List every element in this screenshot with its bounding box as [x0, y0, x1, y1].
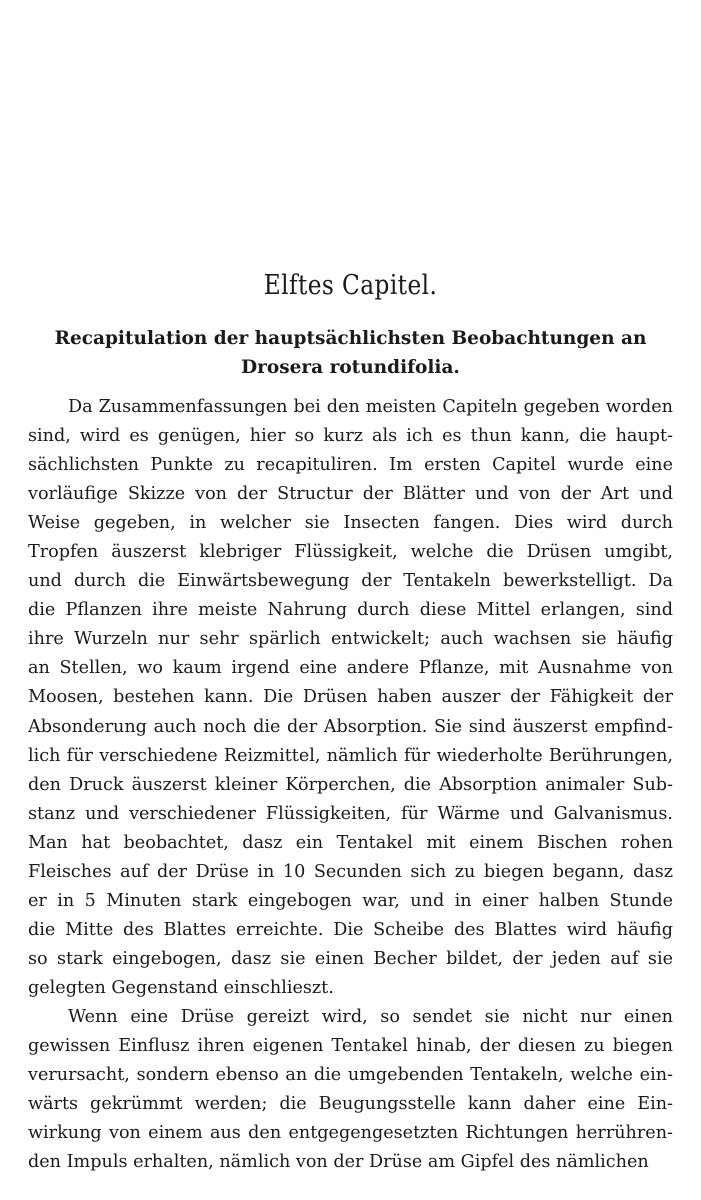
- text-line: stanz und verschiedener Flüssigkeiten, für Wärme und Galvanismus.: [28, 803, 673, 824]
- subtitle-line: Drosera rotundifolia.: [241, 357, 460, 378]
- text-line: gewissen Einflusz ihren eigenen Tentakel hinab, der diesen zu biegen: [28, 1036, 673, 1057]
- text-line: Moosen, bestehen kann. Die Drüsen haben auszer der Fähigkeit der: [28, 687, 673, 708]
- text-line: und durch die Einwärtsbewegung der Tentakeln bewerkstelligt. Da: [28, 571, 673, 592]
- text-line: Tropfen äuszerst klebriger Flüssigkeit, welche die Drüsen umgibt,: [28, 542, 673, 563]
- text-line: vorläufige Skizze von der Structur der Blätter und von der Art und: [28, 484, 673, 505]
- body-text: [28, 393, 673, 1177]
- text-line: wärts gekrümmt werden; die Beugungsstelle kann daher eine Ein-: [28, 1094, 673, 1115]
- text-line: Man hat beobachtet, dasz ein Tentakel mit einem Bischen rohen: [28, 832, 673, 853]
- text-line: gelegten Gegenstand einschlieszt.: [28, 977, 334, 998]
- text-line: sächlichsten Punkte zu recapituliren. Im ersten Capitel wurde eine: [28, 455, 673, 476]
- text-line: Fleisches auf der Drüse in 10 Secunden sich zu biegen begann, dasz: [28, 861, 673, 882]
- text-line: den Druck äuszerst kleiner Körperchen, die Absorption animaler Sub-: [28, 774, 673, 795]
- text-line: Absonderung auch noch die der Absorption. Sie sind äuszerst empfind-: [28, 716, 673, 737]
- text-line: Da Zusammenfassungen bei den meisten Capiteln gegeben worden: [68, 397, 673, 417]
- text-line: an Stellen, wo kaum irgend eine andere Pflanze, mit Ausnahme von: [28, 658, 673, 679]
- text-line: wirkung von einem aus den entgegengesetzten Richtungen herrühren-: [28, 1123, 673, 1144]
- text-line: so stark eingebogen, dasz sie einen Becher bildet, der jeden auf sie: [28, 948, 673, 969]
- paragraph: [28, 393, 673, 1003]
- text-line: Weise gegeben, in welcher sie Insecten fangen. Dies wird durch: [28, 513, 673, 534]
- text-line: sind, wird es genügen, hier so kurz als ich es thun kann, die haupt-: [28, 426, 673, 447]
- text-line: lich für verschiedene Reizmittel, nämlich für wiederholte Berührungen,: [28, 745, 673, 766]
- text-line: die Pflanzen ihre meiste Nahrung durch diese Mittel erlangen, sind: [28, 600, 673, 621]
- paragraph: [28, 1003, 673, 1177]
- text-line: er in 5 Minuten stark eingebogen war, und in einer halben Stunde: [28, 890, 673, 911]
- text-line: verursacht, sondern ebenso an die umgebenden Tentakeln, welche ein-: [28, 1065, 673, 1086]
- text-line: die Mitte des Blattes erreichte. Die Scheibe des Blattes wird häufig: [28, 919, 673, 940]
- text-line: Wenn eine Drüse gereizt wird, so sendet sie nicht nur einen: [68, 1006, 673, 1027]
- text-line: ihre Wurzeln nur sehr spärlich entwickelt; auch wachsen sie häufig: [28, 629, 673, 650]
- chapter-title: Elftes Capitel.: [263, 270, 438, 301]
- chapter-subtitle: [26, 324, 675, 382]
- subtitle-line: Recapitulation der hauptsächlichsten Beobachtungen an: [54, 328, 647, 349]
- text-line: den Impuls erhalten, nämlich von der Drüse am Gipfel des nämlichen: [28, 1152, 649, 1173]
